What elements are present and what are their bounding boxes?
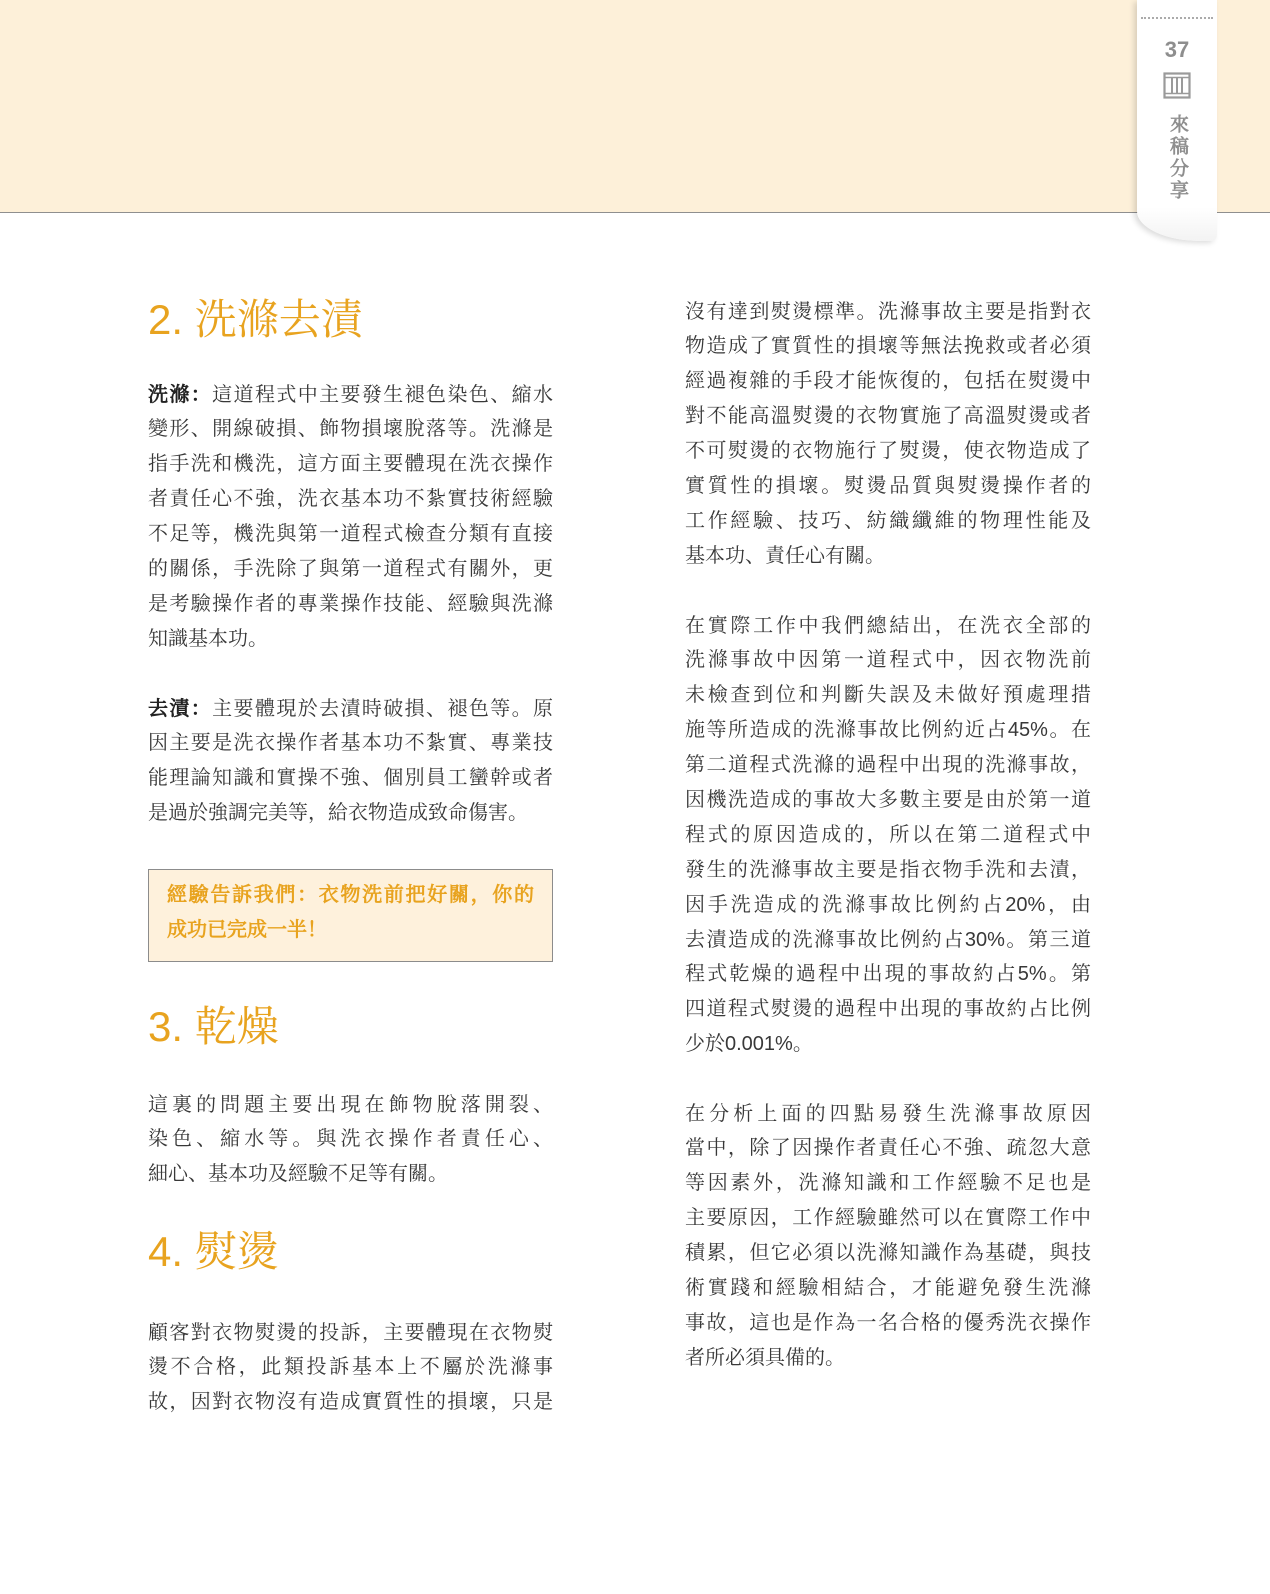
text-line: 染色、縮水等。與洗衣操作者責任心、	[148, 1128, 553, 1151]
text-line: 第二道程式洗滌的過程中出現的洗滌事故，	[685, 754, 1091, 777]
text-line: 在分析上面的四點易發生洗滌事故原因	[685, 1102, 1091, 1125]
text-line: 沒有達到熨燙標準。洗滌事故主要是指對衣	[685, 300, 1091, 323]
text-line	[148, 692, 553, 727]
text-line: 顧客對衣物熨燙的投訴，主要體現在衣物熨	[148, 1321, 553, 1344]
paragraph-drying	[148, 1088, 553, 1193]
text-line: 者所必須具備的。	[685, 1346, 845, 1369]
text-line: 在實際工作中我們總結出，在洗衣全部的	[685, 614, 1091, 637]
callout-line: 成功已完成一半！	[167, 919, 327, 941]
text-line: 工作經驗、技巧、紡織纖維的物理性能及	[685, 509, 1091, 532]
text-line: 的關係，手洗除了與第一道程式有關外，更	[148, 557, 553, 580]
text-line: 這裏的問題主要出現在飾物脫落開裂、	[148, 1093, 553, 1116]
callout-box	[148, 869, 553, 962]
text-line: 不可熨燙的衣物施行了熨燙，使衣物造成了	[685, 440, 1091, 463]
text-line: 指手洗和機洗，這方面主要體現在洗衣操作	[148, 453, 553, 476]
text-line: 不足等，機洗與第一道程式檢查分類有直接	[148, 523, 553, 546]
columns-icon	[1163, 72, 1191, 99]
header-banner	[0, 0, 1270, 213]
text-line: 對不能高溫熨燙的衣物實施了高溫熨燙或者	[685, 405, 1091, 428]
paragraph-washing	[148, 378, 553, 657]
text-line: 細心、基本功及經驗不足等有關。	[148, 1163, 448, 1186]
text-line: 當中，除了因操作者責任心不強、疏忽大意	[685, 1137, 1091, 1160]
page-tab	[1137, 0, 1217, 241]
section-heading-washing: 2. 洗滌去漬	[148, 296, 363, 343]
text-line: 能理論知識和實操不強、個別員工蠻幹或者	[148, 767, 553, 790]
paragraph-statistics	[685, 609, 1091, 1063]
text-line: 故，因對衣物沒有造成實質性的損壞，只是	[148, 1391, 553, 1414]
text-line: 施等所造成的洗滌事故比例約近占45%。在	[685, 719, 1091, 742]
dotted-divider	[1141, 17, 1213, 19]
paragraph-ironing-continued	[685, 295, 1091, 574]
paragraph-ironing	[148, 1316, 553, 1421]
text-line: 程式乾燥的過程中出現的事故約占5%。第	[685, 963, 1091, 986]
paragraph-stain-removal	[148, 692, 553, 832]
text-line: 變形、開線破損、飾物損壞脫落等。洗滌是	[148, 418, 553, 441]
callout-line: 經驗告訴我們：衣物洗前把好關，你的	[167, 884, 534, 906]
text-line: 術實踐和經驗相結合，才能避免發生洗滌	[685, 1276, 1091, 1299]
section-heading-drying: 3. 乾燥	[148, 1003, 279, 1050]
text-line: 經過複雜的手段才能恢復的，包括在熨燙中	[685, 370, 1091, 393]
section-label: 來稿分享	[1167, 114, 1188, 202]
paragraph-lead: 洗滌：	[148, 383, 213, 406]
text-line-content: 這道程式中主要發生褪色染色、縮水	[212, 383, 554, 406]
text-line: 基本功、責任心有關。	[685, 544, 885, 567]
page-number: 37	[1164, 37, 1190, 62]
text-line	[148, 378, 553, 413]
text-line: 洗滌事故中因第一道程式中，因衣物洗前	[685, 649, 1091, 672]
text-line-content: 主要體現於去漬時破損、褪色等。原	[212, 697, 554, 720]
text-line: 發生的洗滌事故主要是指衣物手洗和去漬，	[685, 858, 1091, 881]
text-line: 等因素外，洗滌知識和工作經驗不足也是	[685, 1172, 1091, 1195]
text-line: 知識基本功。	[148, 627, 268, 650]
text-line: 物造成了實質性的損壞等無法挽救或者必須	[685, 335, 1091, 358]
text-line: 是過於強調完美等，給衣物造成致命傷害。	[148, 802, 528, 825]
text-line: 者責任心不強，洗衣基本功不紮實技術經驗	[148, 488, 553, 511]
text-line: 是考驗操作者的專業操作技能、經驗與洗滌	[148, 592, 553, 615]
text-line: 因主要是洗衣操作者基本功不紮實、專業技	[148, 732, 553, 755]
text-line: 程式的原因造成的，所以在第二道程式中	[685, 823, 1091, 846]
text-line: 去漬造成的洗滌事故比例約占30%。第三道	[685, 928, 1091, 951]
text-line: 四道程式熨燙的過程中出現的事故約占比例	[685, 998, 1091, 1021]
text-line: 實質性的損壞。熨燙品質與熨燙操作者的	[685, 474, 1091, 497]
text-line: 因手洗造成的洗滌事故比例約占20%，由	[685, 893, 1091, 916]
paragraph-conclusion	[685, 1097, 1091, 1376]
paragraph-lead: 去漬：	[148, 697, 213, 720]
text-line: 因機洗造成的事故大多數主要是由於第一道	[685, 788, 1091, 811]
text-line: 未檢查到位和判斷失誤及未做好預處理措	[685, 684, 1091, 707]
text-line: 事故，這也是作為一名合格的優秀洗衣操作	[685, 1311, 1091, 1334]
text-line: 燙不合格，此類投訴基本上不屬於洗滌事	[148, 1356, 553, 1379]
text-line: 積累，但它必須以洗滌知識作為基礎，與技	[685, 1242, 1091, 1265]
section-heading-ironing: 4. 熨燙	[148, 1228, 279, 1275]
text-line: 少於0.001%。	[685, 1033, 813, 1056]
text-line: 主要原因，工作經驗雖然可以在實際工作中	[685, 1207, 1091, 1230]
